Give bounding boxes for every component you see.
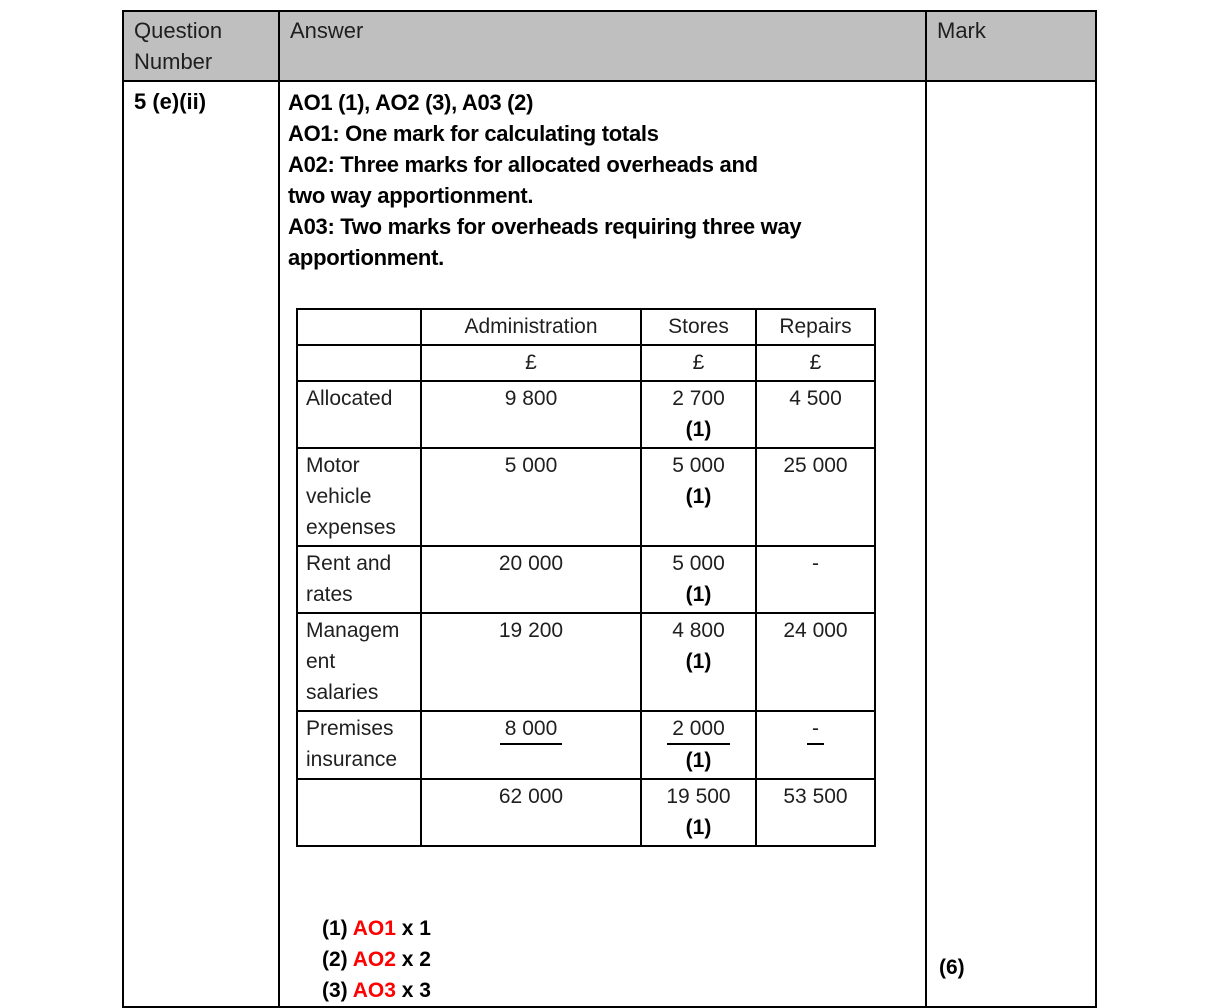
row-label: Management salaries [297,613,421,711]
cell-value: 2 700 [672,387,725,410]
row-label: Allocated [297,381,421,448]
underlined-value: 2 000 [667,715,730,745]
footnote-multiplier: x 3 [401,979,431,1002]
footnote-number: (3) [322,979,348,1002]
cell-stores [641,546,756,613]
column-header-stores: Stores [641,309,756,345]
cell-stores [641,448,756,546]
ao-breakdown [288,87,915,273]
ao-line: apportionment. [288,245,444,270]
ao-line: A03: Two marks for overheads requiring three way [288,214,802,239]
mark-point: (1) [685,749,712,772]
cell-value [644,713,753,745]
footnote-number: (2) [322,948,348,971]
ao-line: A02: Three marks for allocated overheads and [288,152,758,177]
mark-value: (6) [939,956,965,979]
column-header-blank [297,309,421,345]
currency-symbol: £ [421,345,641,381]
cell-administration: 19 200 [421,613,641,711]
currency-symbol: £ [756,345,875,381]
cell-value: 19 500 [666,785,731,808]
header-mark: Mark [926,11,1096,81]
mark-point: (1) [685,650,712,673]
cell-value: 4 800 [672,619,725,642]
underlined-value: - [807,715,824,745]
table-row-totals [297,779,875,846]
header-question-number: Question Number [123,11,279,81]
footnote-multiplier: x 2 [401,948,431,971]
cell-stores [641,613,756,711]
cell-repairs: 24 000 [756,613,875,711]
row-label [297,779,421,846]
ao-line: AO1 (1), AO2 (3), A03 (2) [288,90,534,115]
footnotes [322,913,915,1006]
underlined-value: 8 000 [500,715,563,745]
column-header-repairs: Repairs [756,309,875,345]
header-answer: Answer [279,11,926,81]
answer-content [280,82,925,1006]
allocation-header-row [297,309,875,345]
footnote-line [322,975,915,1006]
footnote-multiplier: x 1 [401,917,431,940]
cell-administration [421,711,641,779]
footnote-number: (1) [322,917,348,940]
mark-point: (1) [685,485,712,508]
cell-stores [641,711,756,779]
mark-cell [926,81,1096,1007]
cell-repairs [756,711,875,779]
cell-stores [641,381,756,448]
cell-administration: 9 800 [421,381,641,448]
table-row-allocated [297,381,875,448]
footnote-ao: AO1 [352,917,396,940]
mark-point: (1) [685,816,712,839]
mark-scheme-table [122,10,1097,1008]
table-row-rent-and-rates [297,546,875,613]
currency-row [297,345,875,381]
cell-repairs: 25 000 [756,448,875,546]
row-label: Premises insurance [297,711,421,779]
question-number-cell [123,81,279,1007]
cell-repairs: - [756,546,875,613]
footnote-ao: AO2 [352,948,396,971]
cell-value: 5 000 [672,454,725,477]
currency-blank [297,345,421,381]
question-number: 5 (e)(ii) [134,89,207,114]
header-row [123,11,1096,81]
footnote-line [322,944,915,975]
table-row-premises-insurance [297,711,875,779]
allocation-table [296,308,876,847]
answer-row [123,81,1096,1007]
row-label: Motor vehicle expenses [297,448,421,546]
ao-line: AO1: One mark for calculating totals [288,121,659,146]
cell-stores [641,779,756,846]
cell-administration: 20 000 [421,546,641,613]
table-row-management-salaries [297,613,875,711]
ao-line: two way apportionment. [288,183,534,208]
cell-administration: 5 000 [421,448,641,546]
cell-repairs: 53 500 [756,779,875,846]
answer-cell [279,81,926,1007]
row-label: Rent and rates [297,546,421,613]
footnote-ao: AO3 [352,979,396,1002]
footnote-line [322,913,915,944]
mark-point: (1) [685,583,712,606]
column-header-administration: Administration [421,309,641,345]
cell-repairs: 4 500 [756,381,875,448]
cell-administration: 62 000 [421,779,641,846]
mark-point: (1) [685,418,712,441]
table-row-motor-vehicle-expenses [297,448,875,546]
cell-value: 5 000 [672,552,725,575]
currency-symbol: £ [641,345,756,381]
